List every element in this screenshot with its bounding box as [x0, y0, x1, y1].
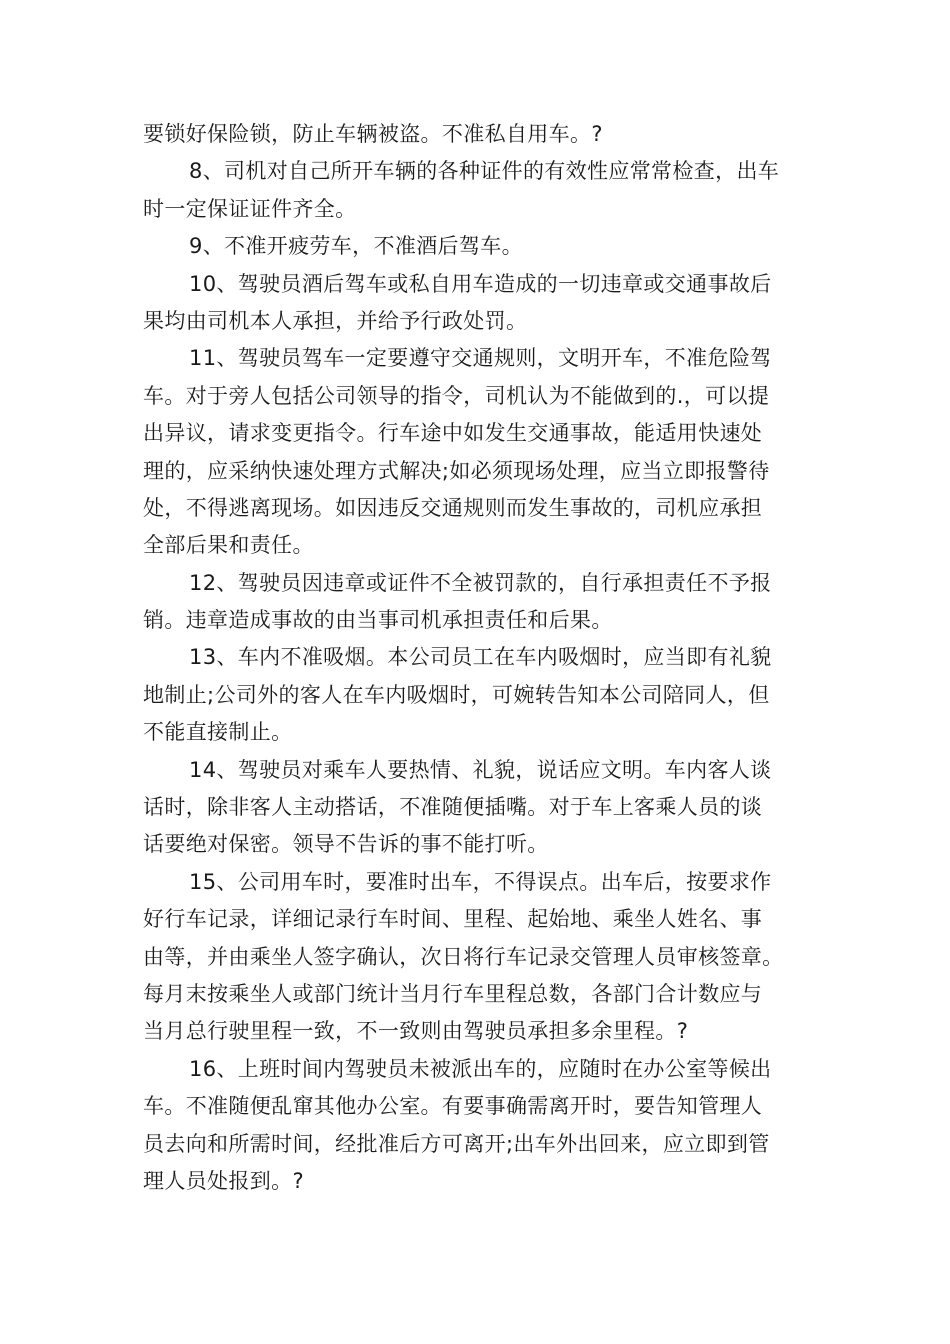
text-line: 员去向和所需时间，经批准后方可离开;出车外出回来，应立即到管: [143, 1131, 770, 1156]
text-line: 13、车内不准吸烟。本公司员工在车内吸烟时，应当即有礼貌: [189, 645, 772, 670]
document-body: [143, 116, 809, 1200]
text-line: 地制止;公司外的客人在车内吸烟时，可婉转告知本公司陪同人，但: [143, 682, 770, 707]
text-line: 当月总行驶里程一致，不一致则由驾驶员承担多余里程。?: [143, 1019, 689, 1044]
text-line: 不能直接制止。: [143, 720, 293, 745]
text-line: 出异议，请求变更指令。行车途中如发生交通事故，能适用快速处: [143, 421, 763, 446]
text-line: 车。对于旁人包括公司领导的指令，司机认为不能做到的.，可以提: [143, 383, 770, 408]
paragraph-p16: [143, 1051, 809, 1201]
paragraph-p10: [143, 266, 809, 341]
paragraph-p11: [143, 340, 809, 564]
text-line: 话要绝对保密。领导不告诉的事不能打听。: [143, 832, 549, 857]
paragraph-p9: [143, 228, 809, 265]
paragraph-p12: [143, 565, 809, 640]
text-line: 理的，应采纳快速处理方式解决;如必须现场处理，应当立即报警待: [143, 458, 770, 483]
text-line: 要锁好保险锁，防止车辆被盗。不准私自用车。?: [143, 122, 603, 146]
text-line: 11、驾驶员驾车一定要遵守交通规则，文明开车，不准危险驾: [189, 346, 772, 371]
paragraph-p13: [143, 639, 809, 751]
text-line: 话时，除非客人主动搭话，不准随便插嘴。对于车上客乘人员的谈: [143, 795, 763, 820]
text-line: 12、驾驶员因违章或证件不全被罚款的，自行承担责任不予报: [189, 570, 772, 595]
paragraph-p15: [143, 864, 809, 1051]
text-line: 时一定保证证件齐全。: [143, 196, 357, 221]
text-line: 由等，并由乘坐人签字确认，次日将行车记录交管理人员审核签章。: [143, 944, 784, 969]
text-line: 10、驾驶员酒后驾车或私自用车造成的一切违章或交通事故后: [189, 271, 772, 296]
text-line: 16、上班时间内驾驶员未被派出车的，应随时在办公室等候出: [189, 1056, 772, 1081]
paragraph-p14: [143, 752, 809, 864]
text-line: 销。违章造成事故的由当事司机承担责任和后果。: [143, 608, 613, 633]
text-line: 9、不准开疲劳车，不准酒后驾车。: [189, 234, 523, 259]
paragraph-p-continued: [143, 116, 809, 153]
text-line: 处，不得逃离现场。如因违反交通规则而发生事故的，司机应承担: [143, 495, 763, 520]
text-line: 果均由司机本人承担，并给予行政处罚。: [143, 308, 528, 333]
text-line: 好行车记录，详细记录行车时间、里程、起始地、乘坐人姓名、事: [143, 907, 763, 932]
text-line: 全部后果和责任。: [143, 533, 314, 558]
text-line: 理人员处报到。?: [143, 1168, 304, 1193]
paragraph-p8: [143, 153, 809, 228]
text-line: 14、驾驶员对乘车人要热情、礼貌，说话应文明。车内客人谈: [189, 757, 772, 782]
text-line: 车。不准随便乱窜其他办公室。有要事确需离开时，要告知管理人: [143, 1094, 763, 1119]
text-line: 15、公司用车时，要准时出车，不得误点。出车后，按要求作: [189, 869, 772, 894]
text-line: 8、司机对自己所开车辆的各种证件的有效性应常常检查，出车: [189, 159, 780, 184]
text-line: 每月末按乘坐人或部门统计当月行车里程总数，各部门合计数应与: [143, 981, 763, 1006]
